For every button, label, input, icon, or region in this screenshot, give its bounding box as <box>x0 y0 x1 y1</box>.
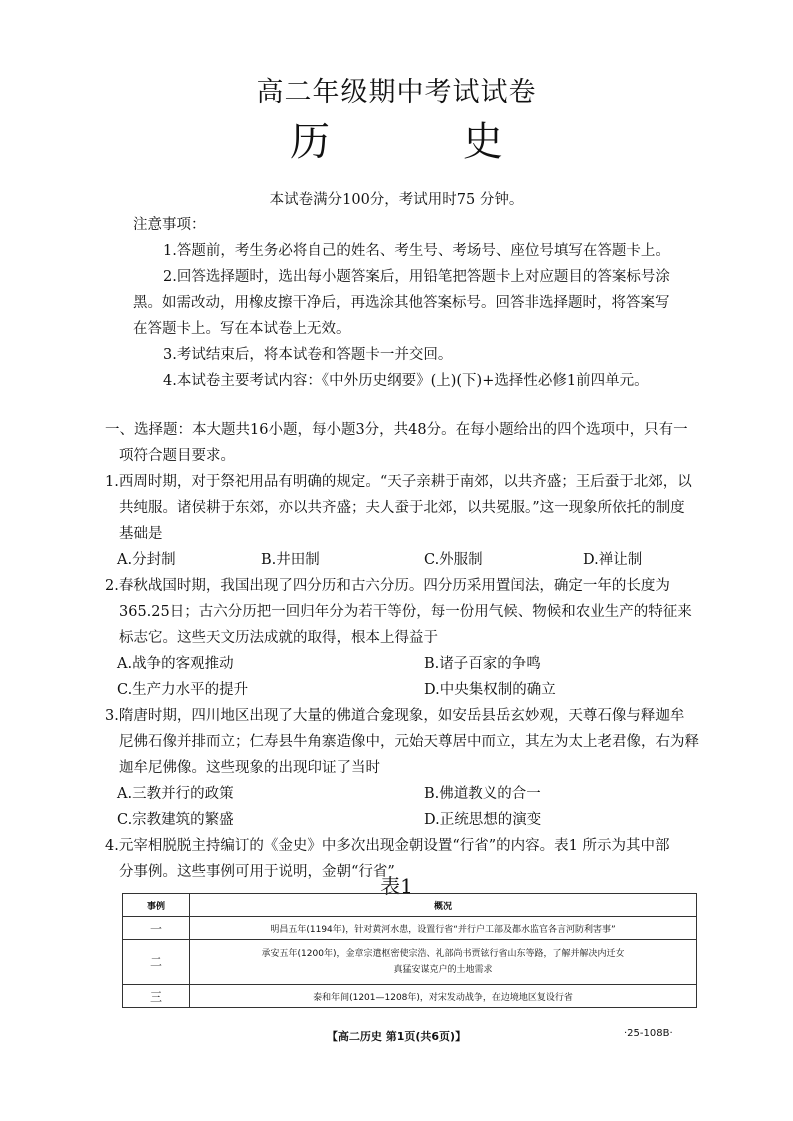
table-header-row <box>123 894 697 917</box>
question-2-line: 标志它。这些天文历法成就的取得，根本上得益于 <box>119 630 438 646</box>
question-2-line: 2.春秋战国时期，我国出现了四分历和古六分历。四分历采用置闰法，确定一年的长度为 <box>105 578 670 594</box>
exam-title: 高二年级期中考试试卷 <box>256 77 537 108</box>
notice-line: 2.回答选择题时，选出每小题答案后，用铅笔把答题卡上对应题目的答案标号涂 <box>163 269 670 285</box>
table-row <box>123 985 697 1008</box>
section-heading: 一、选择题：本大题共16小题，每小题3分，共48分。在每小题给出的四个选项中，只有一 <box>105 422 688 438</box>
notice-line: 黑。如需改动，用橡皮擦干净后，再选涂其他答案标号。回答非选择题时，将答案写 <box>133 295 670 311</box>
question-1-option-a[interactable]: A.分封制 <box>117 552 176 568</box>
notice-line: 1.答题前，考生务必将自己的姓名、考生号、考场号、座位号填写在答题卡上。 <box>163 243 670 259</box>
question-3-line: 3.隋唐时期，四川地区出现了大量的佛道合龛现象，如安岳县岳玄妙观，天尊石像与释迦牟 <box>105 708 685 724</box>
question-4-line: 4.元宰相脱脱主持编订的《金史》中多次出现金朝设置“行省”的内容。表1 所示为其中部 <box>105 838 670 854</box>
question-2-option-d[interactable]: D.中央集权制的确立 <box>424 682 556 698</box>
notice-line: 3.考试结束后，将本试卷和答题卡一并交回。 <box>163 347 453 363</box>
question-1-line: 共纯服。诸侯耕于东郊，亦以共齐盛；夫人蚕于北郊，以共冕服。”这一现象所依托的制度 <box>119 500 685 516</box>
table-row <box>123 940 697 985</box>
table-cell-index: 二 <box>123 940 190 985</box>
notice-line: 4.本试卷主要考试内容：《中外历史纲要》(上)(下)+选择性必修1前四单元。 <box>163 373 649 389</box>
notice-line: 在答题卡上。写在本试卷上无效。 <box>133 321 351 337</box>
table-cell-text: 泰和年间(1201—1208年)，对宋发动战争，在边境地区复设行省 <box>190 985 697 1008</box>
notice-heading: 注意事项： <box>133 217 206 233</box>
question-1-line: 基础是 <box>119 526 163 542</box>
question-3-option-c[interactable]: C.宗教建筑的繁盛 <box>117 812 234 828</box>
table-header-cell: 概况 <box>190 894 697 917</box>
question-3-line: 尼佛石像并排而立；仁寿县牛角寨造像中，元始天尊居中而立，其左为太上老君像，右为释 <box>119 734 699 750</box>
section-heading: 项符合题目要求。 <box>119 448 235 464</box>
question-3-option-a[interactable]: A.三教并行的政策 <box>117 786 234 802</box>
table-caption: 表1 <box>380 874 413 898</box>
question-2-option-c[interactable]: C.生产力水平的提升 <box>117 682 249 698</box>
question-1-option-b[interactable]: B.井田制 <box>261 552 320 568</box>
question-2-line: 365.25日；古六分历把一回归年分为若干等份，每一份用气候、物候和农业生产的特征来 <box>119 604 692 620</box>
exam-intro: 本试卷满分100分，考试用时75 分钟。 <box>269 192 524 208</box>
question-2-option-a[interactable]: A.战争的客观推动 <box>117 656 234 672</box>
question-1-option-c[interactable]: C.外服制 <box>424 552 483 568</box>
exam-subject: 历 史 <box>290 119 563 165</box>
table-cell-index: 三 <box>123 985 190 1008</box>
question-3-line: 迦牟尼佛像。这些现象的出现印证了当时 <box>119 760 380 776</box>
table-cell-text: 承安五年(1200年)，金章宗遣枢密使宗浩、礼部尚书贾铉行省山东等路，了解并解决内迁女真猛安谋克户的土地需求 <box>190 940 697 985</box>
question-3-option-d[interactable]: D.正统思想的演变 <box>424 812 542 828</box>
question-3-option-b[interactable]: B.佛道教义的合一 <box>424 786 541 802</box>
question-4-line: 分事例。这些事例可用于说明，金朝“行省” <box>119 864 395 880</box>
table-header-cell: 事例 <box>123 894 190 917</box>
page-footer: 【高二历史 第1页(共6页)】 <box>326 1030 467 1043</box>
table-cell-text: 明昌五年(1194年)，针对黄河水患，设置行省“并行户工部及都水监官各言河防利害事” <box>190 917 697 940</box>
paper-code: ·25-108B· <box>624 1028 673 1039</box>
question-1-line: 1.西周时期，对于祭祀用品有明确的规定。“天子亲耕于南郊，以共齐盛；王后蚕于北郊，以 <box>105 474 692 490</box>
table-row <box>123 917 697 940</box>
table-cell-index: 一 <box>123 917 190 940</box>
question-1-option-d[interactable]: D.禅让制 <box>583 552 643 568</box>
info-table <box>122 893 697 1008</box>
question-2-option-b[interactable]: B.诸子百家的争鸣 <box>424 656 541 672</box>
